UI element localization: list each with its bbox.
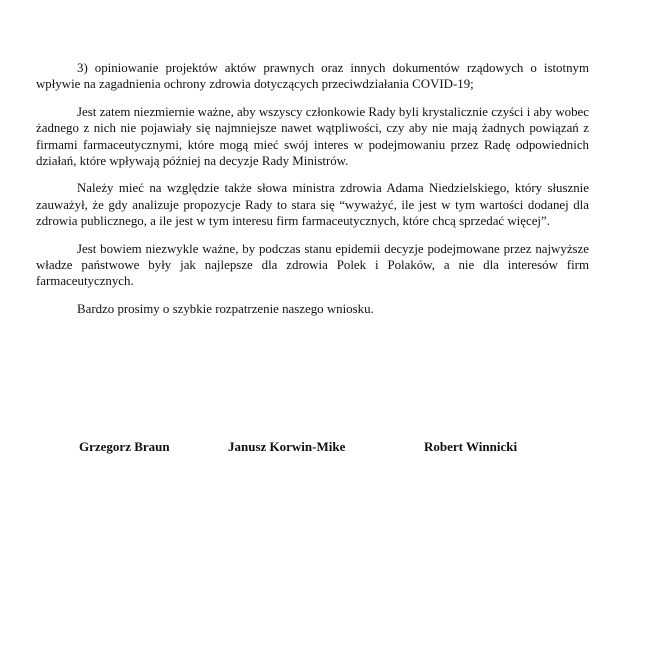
paragraph-item-3: 3) opiniowanie projektów aktów prawnych oraz innych dokumentów rządowych o istotnym wpływie na zagadnienia ochrony zdrowia dotyczących przeciwdziałania COVID-19; [36, 61, 589, 92]
signature-block [0, 439, 654, 457]
paragraph-minister-quote: Należy mieć na względzie także słowa ministra zdrowia Adama Niedzielskiego, który słusznie zauważył, że gdy analizuje propozycje Rady to stara się “wyważyć, ile jest w tym wartości dodanej dla zdrowia publicznego, a ile jest w tym interesu firm farmaceutycznych, które chcą sprzedać więcej”. [36, 181, 589, 229]
signature-korwin-mike: Janusz Korwin-Mike [228, 439, 346, 454]
signature-braun: Grzegorz Braun [79, 439, 170, 454]
paragraph-council-members: Jest zatem niezmiernie ważne, aby wszyscy członkowie Rady byli krystalicznie czyści i aby wobec żadnego z nich nie pojawiały się najmniejsze nawet wątpliwości, czy aby nie mają żadnych powiązań z firmami farmaceutycznymi, które mogą mieć swój interes w podejmowaniu przez Radę odpowiednich działań, które wpływają później na decyzje Rady Ministrów. [36, 104, 589, 169]
paragraph-closing-request: Bardzo prosimy o szybkie rozpatrzenie naszego wniosku. [77, 301, 374, 316]
letter-body [36, 60, 589, 317]
signature-winnicki: Robert Winnicki [424, 439, 518, 454]
paragraph-epidemic-decisions: Jest bowiem niezwykle ważne, by podczas stanu epidemii decyzje podejmowane przez najwyższe władze państwowe były jak najlepsze dla zdrowia Polek i Polaków, a nie dla interesów firm farmaceutycznych. [36, 241, 589, 289]
